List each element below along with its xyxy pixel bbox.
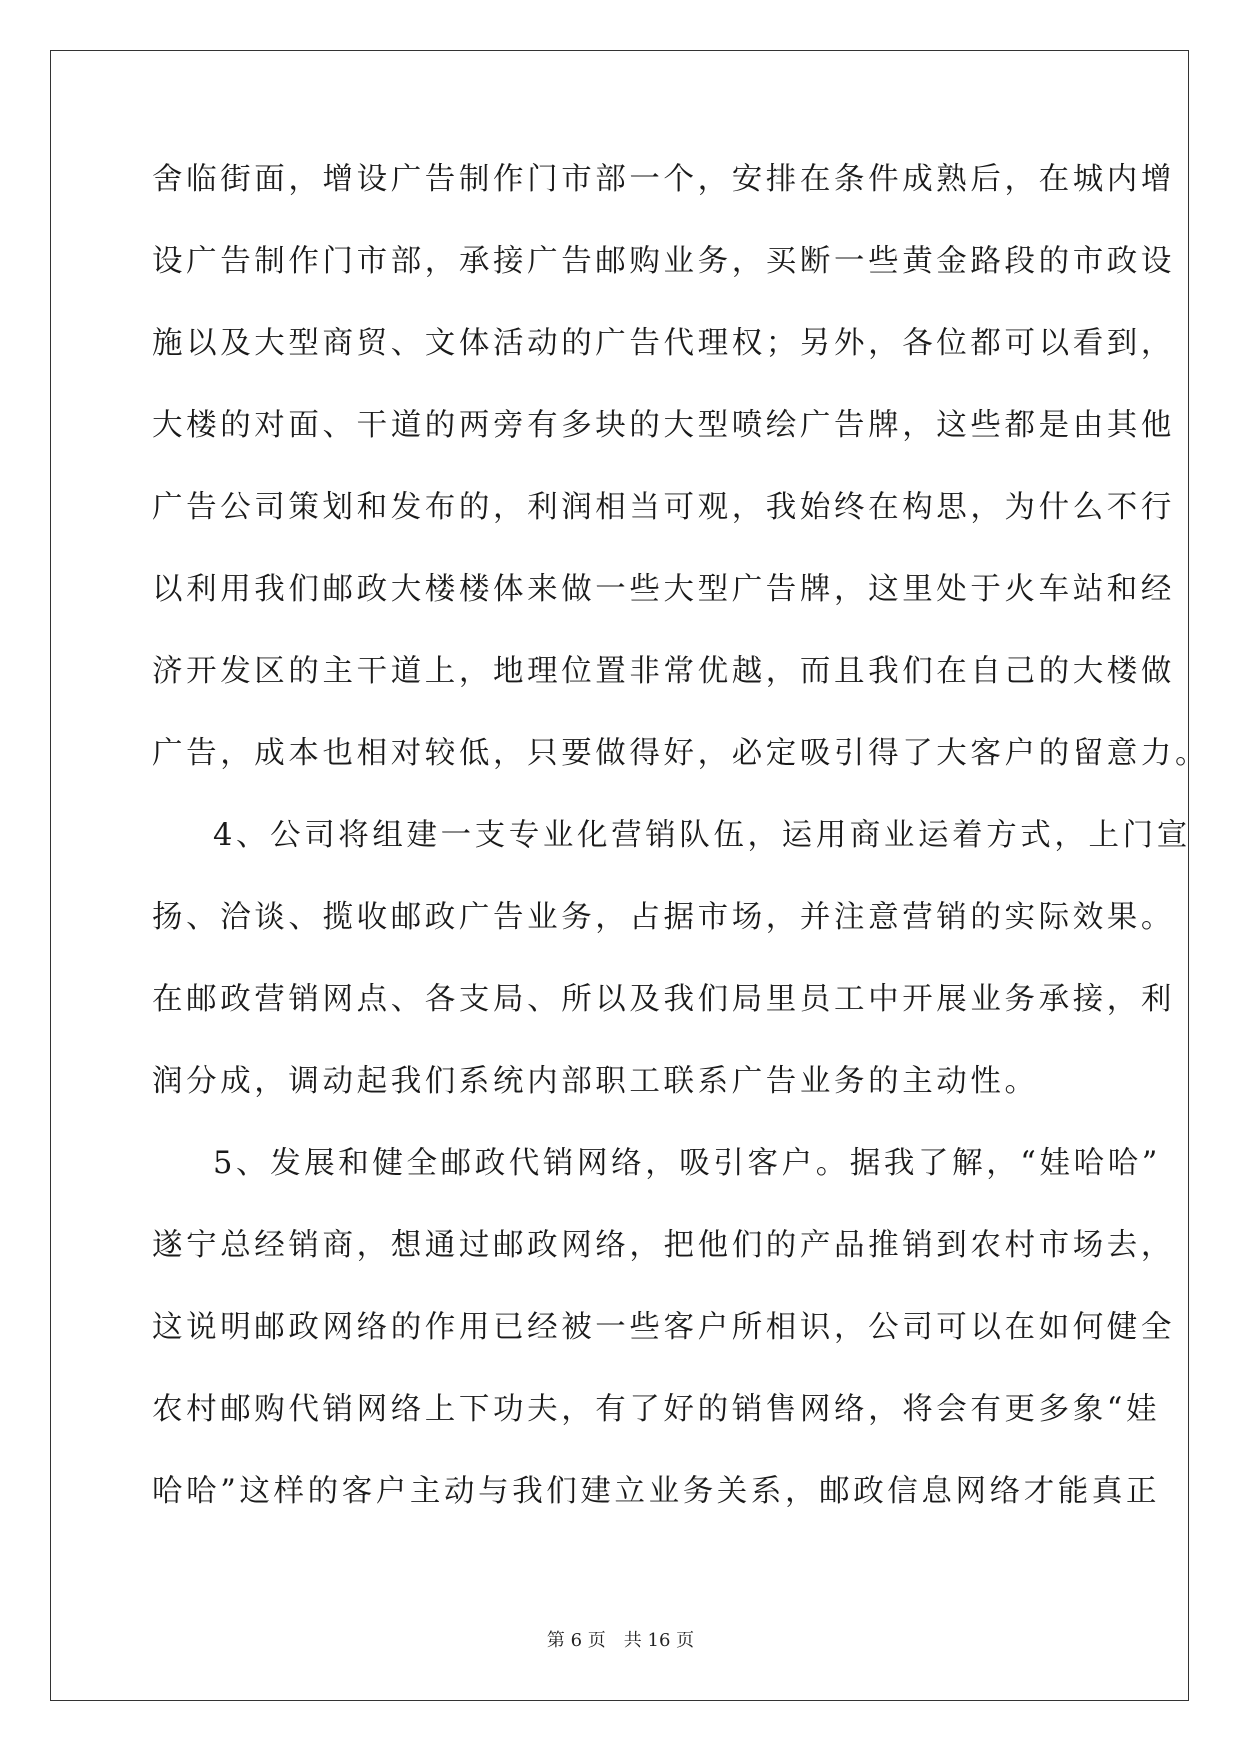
- text-line: 这说明邮政网络的作用已经被一些客户所相识，公司可以在如何健全: [152, 1310, 1175, 1345]
- text-line: 哈哈”这样的客户主动与我们建立业务关系，邮政信息网络才能真正: [152, 1474, 1161, 1509]
- text-line: 大楼的对面、干道的两旁有多块的大型喷绘广告牌，这些都是由其他: [152, 408, 1175, 443]
- text-line: 广告，成本也相对较低，只要做得好，必定吸引得了大客户的留意力。: [152, 736, 1210, 771]
- text-line: 在邮政营销网点、各支局、所以及我们局里员工中开展业务承接，利: [152, 982, 1175, 1017]
- text-line: 以利用我们邮政大楼楼体来做一些大型广告牌，这里处于火车站和经: [152, 572, 1175, 607]
- text-line: 农村邮购代销网络上下功夫，有了好的销售网络，将会有更多象“娃: [152, 1392, 1161, 1427]
- text-line-paragraph-start: 5、发展和健全邮政代销网络，吸引客户。据我了解，“娃哈哈”: [213, 1146, 1161, 1181]
- text-line: 遂宁总经销商，想通过邮政网络，把他们的产品推销到农村市场去，: [152, 1228, 1175, 1263]
- text-line: 扬、洽谈、揽收邮政广告业务，占据市场，并注意营销的实际效果。: [152, 900, 1175, 935]
- text-line: 设广告制作门市部，承接广告邮购业务，买断一些黄金路段的市政设: [152, 244, 1175, 279]
- text-line: 广告公司策划和发布的，利润相当可观，我始终在构思，为什么不行: [152, 490, 1175, 525]
- page-number-footer: 第 6 页 共 16 页: [546, 1630, 695, 1651]
- text-line: 润分成，调动起我们系统内部职工联系广告业务的主动性。: [152, 1064, 1039, 1099]
- text-line: 舍临街面，增设广告制作门市部一个，安排在条件成熟后，在城内增: [152, 162, 1175, 197]
- text-line: 施以及大型商贸、文体活动的广告代理权；另外，各位都可以看到，: [152, 326, 1175, 361]
- document-body: [152, 160, 1210, 1554]
- text-line: 济开发区的主干道上，地理位置非常优越，而且我们在自己的大楼做: [152, 654, 1175, 689]
- text-line-paragraph-start: 4、公司将组建一支专业化营销队伍，运用商业运着方式，上门宣: [213, 818, 1191, 853]
